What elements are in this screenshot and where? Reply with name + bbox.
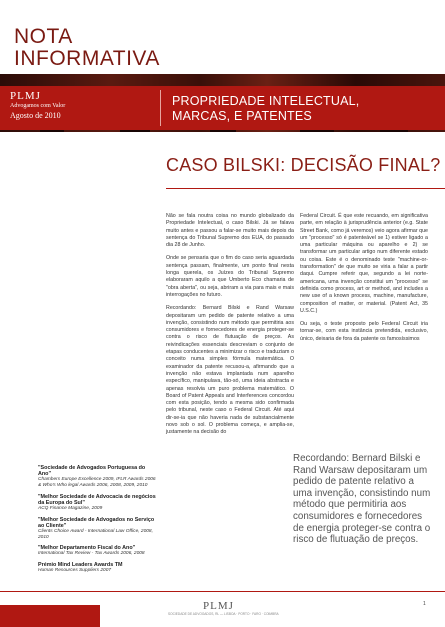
issue-date: Agosto de 2010 <box>10 111 61 120</box>
paragraph: Recordando: Bernard Bilski e Rand Warsaw depositaram um pedido de patente relativo a uma invenção, consistindo num método que permitiria aos consumidores e fornecedores de energia proteger-se contra o risco de flutuação de preços. As reivindicações essenciais descreviam o conjunto de etapas conducentes a minimizar o risco e traduziam o conceito numa simples fórmula matemática. O examinador da patente recusou-a, afirmando que a invenção não estava implantada num aparelho específico, manipulava, tão-só, uma ideia abstracta e apenas resolvia um puro problema matemático. O Board of Patent Appeals and Interferences concordou com esta posição, tendo a mesma sido confirmada pelo tribunal, neste caso o Federal Circuit. Até aqui dir-se-ia que não haveria nada de substancialmente novo sob o sol. O problema começa, e amplia-se, justamente na decisão do <box>166 305 294 436</box>
paragraph: Não se fala noutra coisa no mundo globalizado da Propriedade Intelectual, o caso Bilski. Já se falava muito antes e passou a falar-se muito mais depois da sentença do Tribunal Supremo dos EUA, do passado dia 28 de Junho. <box>166 213 294 249</box>
award-title: Prémio Mind Leaders Awards TM <box>38 561 123 568</box>
brand-tagline: Advogamos com Valor <box>10 103 66 109</box>
award-source: ACQ Finance Magazine, 2009 <box>38 506 103 511</box>
title-rule <box>166 188 445 189</box>
award-item <box>38 562 158 574</box>
banner-divider <box>160 90 161 126</box>
brand-block <box>10 90 65 120</box>
awards-list <box>38 465 158 579</box>
award-title: "Melhor Departamento Fiscal do Ano" <box>38 545 136 552</box>
award-source: Human Resources Suppliers 2007 <box>38 568 112 574</box>
award-item <box>38 517 158 541</box>
article-column-2 <box>300 213 428 349</box>
newsletter-title-line1: NOTA <box>14 25 73 48</box>
award-title: "Sociedade de Advogados Portuguesa do Ano" <box>38 465 146 478</box>
award-item <box>38 465 158 489</box>
award-title: "Melhor Sociedade de Advogados no Serviço ao Cliente" <box>38 516 155 529</box>
section-title-line1: PROPRIEDADE INTELECTUAL, <box>172 94 360 108</box>
footer-red-block <box>0 605 100 627</box>
article-title: CASO BILSKI: DECISÃO FINAL? <box>166 155 441 175</box>
section-title <box>172 94 432 124</box>
newsletter-title-line2: INFORMATIVA <box>14 47 160 70</box>
paragraph: Federal Circuit. É que este recuando, em significativa parte, em relação à jurisprudência anterior (e.g. State Street Bank, como já veremos) veio agora afirmar que um "processo" só é patenteável se 1) estiver ligado a uma particular máquina ou aparelho e 2) se transformar um particular artigo num diferente estado ou coisa. Este é o denominado teste "machine-or-transformation" de que muito se viria a falar a partir daqui. Cumpre referir que, segundo a lei norte-americana, uma invenção constitui um "processo" se definida como process, art or method, and includes a new use of a known process, machine, manufacture, composition of matter, or material. (Patent Act, 35 U.S.C.) <box>300 213 428 314</box>
newsletter-title <box>14 26 160 70</box>
paragraph: Ou seja, o teste proposto pelo Federal Circuit iria tornar-se, com esta instância pretendida, exclusivo, único, deixaria de fora da patente os famosíssimos <box>300 321 428 342</box>
award-source: Clients Choice Award - International Law Office, 2008, 2010 <box>38 529 153 540</box>
award-source: Chambers Europe Excellence 2009, IFLR Awards 2006 & Who's Who legal Awards 2006, 2008, 2009, 2010 <box>38 477 156 488</box>
award-source: International Tax Review - Tax Awards 2006, 2008 <box>38 551 145 557</box>
footer-legal-text: SOCIEDADE DE ADVOGADOS, RL — LISBOA · PORTO · FARO · COIMBRA <box>168 612 279 616</box>
section-title-line2: MARCAS, E PATENTES <box>172 109 312 123</box>
pull-quote: Recordando: Bernard Bilski e Rand Warsaw depositaram um pedido de patente relativo a uma invenção, consistindo num método que permitiria aos consumidores e fornecedores de energia proteger-se contra o risco de flutuação de preços. <box>293 453 431 546</box>
footer-logo: PLMJ <box>203 600 234 612</box>
footer-rule <box>0 591 445 592</box>
paragraph: Onde se pensaria que o fim do caso seria aguardada sentença passam, finalmente, um ponto final nesta longa querela, os Juízes do Tribunal Supremo elaboraram aquilo a que Umberto Eco chamaria de "obra aberta", ou seja, abriram a via para mais e mais interrogações no futuro. <box>166 255 294 298</box>
article-column-1 <box>166 213 294 443</box>
page-number: 1 <box>423 601 426 607</box>
award-title: "Melhor Sociedade de Advocacia de negócios da Europa do Sul" <box>38 493 156 506</box>
brand-logo: PLMJ <box>10 90 41 102</box>
award-item <box>38 494 158 512</box>
award-item <box>38 545 158 557</box>
